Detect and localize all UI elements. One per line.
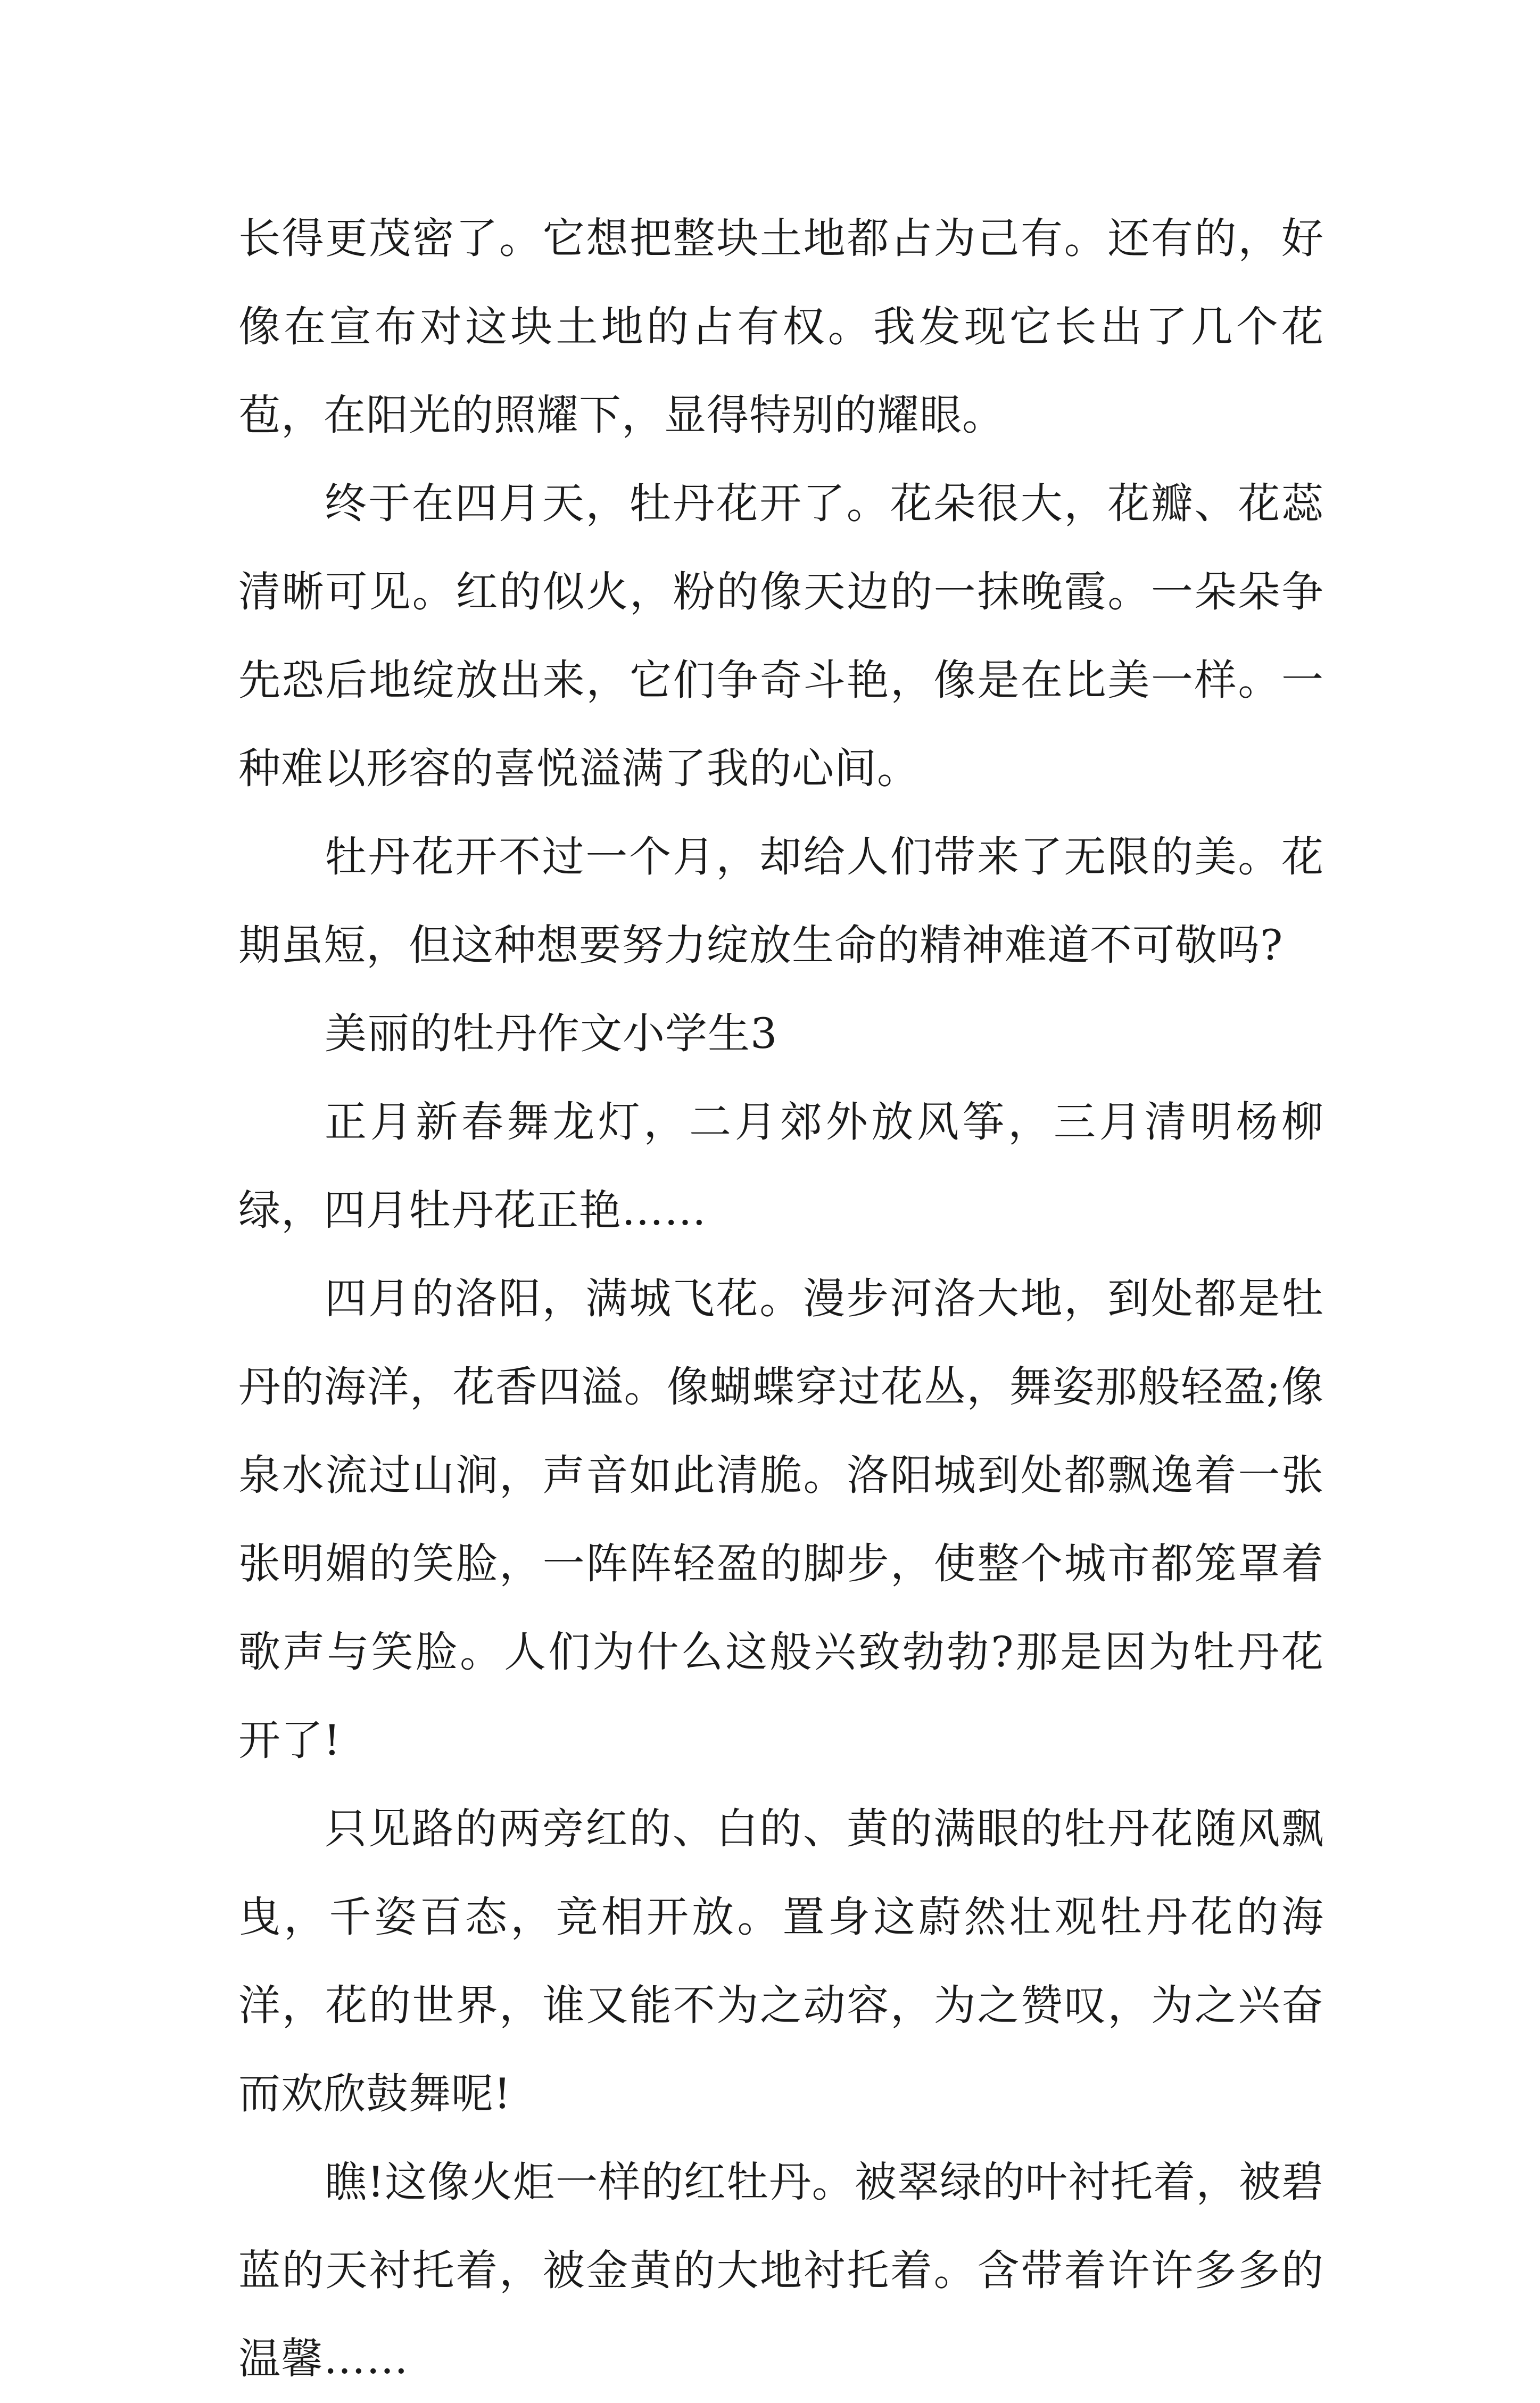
paragraph-2: 终于在四月天，牡丹花开了。花朵很大，花瓣、花蕊清晰可见。红的似火，粉的像天边的一抹晚霞。一朵朵争先恐后地绽放出来，它们争奇斗艳，像是在比美一样。一种难以形容的喜悦溢满了我的心间。: [238, 479, 1324, 793]
paragraph-1: 长得更茂密了。它想把整块土地都占为己有。还有的，好像在宣布对这块土地的占有权。我发现它长出了几个花苞，在阳光的照耀下，显得特别的耀眼。: [238, 214, 1324, 440]
paragraph-4: 正月新春舞龙灯，二月郊外放风筝，三月清明杨柳绿，四月牡丹花正艳……: [238, 1097, 1324, 1235]
paragraph-6: 只见路的两旁红的、白的、黄的满眼的牡丹花随风飘曳，千姿百态，竞相开放。置身这蔚然壮观牡丹花的海洋，花的世界，谁又能不为之动容，为之赞叹，为之兴奋而欢欣鼓舞呢!: [238, 1804, 1324, 2118]
section-heading: 美丽的牡丹作文小学生3: [325, 1009, 778, 1058]
paragraph-7: 瞧!这像火炬一样的红牡丹。被翠绿的叶衬托着，被碧蓝的天衬托着，被金黄的大地衬托着。含带着许许多多的温馨……: [238, 2158, 1324, 2383]
paragraph-5: 四月的洛阳，满城飞花。漫步河洛大地，到处都是牡丹的海洋，花香四溢。像蝴蝶穿过花丛，舞姿那般轻盈;像泉水流过山涧，声音如此清脆。洛阳城到处都飘逸着一张张明媚的笑脸，一阵阵轻盈的脚步，使整个城市都笼罩着歌声与笑脸。人们为什么这般兴致勃勃?那是因为牡丹花开了!: [238, 1274, 1324, 1765]
paragraph-3: 牡丹花开不过一个月，却给人们带来了无限的美。花期虽短，但这种想要努力绽放生命的精神难道不可敬吗?: [238, 832, 1324, 970]
document-body: [238, 194, 1324, 2403]
